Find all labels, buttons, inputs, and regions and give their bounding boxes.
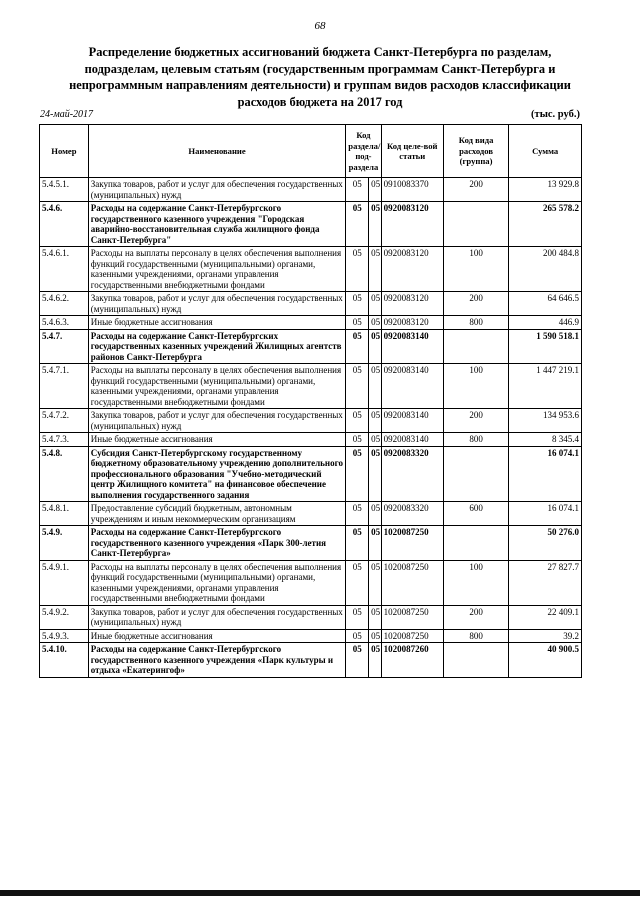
row-number: 5.4.7.2. (40, 409, 89, 433)
row-subsection: 05 (369, 560, 381, 605)
row-target-code: 0920083320 (381, 502, 443, 526)
row-name: Иные бюджетные ассигнования (88, 433, 346, 447)
row-section: 05 (346, 316, 369, 330)
row-section: 05 (346, 502, 369, 526)
table-row (40, 629, 582, 643)
row-number: 5.4.7. (40, 329, 89, 364)
row-section: 05 (346, 409, 369, 433)
row-section: 05 (346, 247, 369, 292)
row-expense-group: 100 (443, 560, 508, 605)
row-sum: 40 900.5 (509, 643, 582, 678)
table-body (40, 178, 582, 678)
row-subsection: 05 (369, 292, 381, 316)
row-name: Закупка товаров, работ и услуг для обеспечения государственных (муниципальных) нужд (88, 605, 346, 629)
header-expense-group: Код вида расходов (группа) (443, 125, 508, 178)
row-target-code: 1020087250 (381, 526, 443, 561)
table-header-row (40, 125, 582, 178)
table-row (40, 178, 582, 202)
row-expense-group: 200 (443, 409, 508, 433)
row-section: 05 (346, 560, 369, 605)
row-target-code: 0920083140 (381, 409, 443, 433)
row-subsection: 05 (369, 202, 381, 247)
row-number: 5.4.10. (40, 643, 89, 678)
row-target-code: 1020087260 (381, 643, 443, 678)
row-section: 05 (346, 364, 369, 409)
row-section: 05 (346, 629, 369, 643)
row-section: 05 (346, 202, 369, 247)
row-target-code: 0920083140 (381, 364, 443, 409)
row-sum: 8 345.4 (509, 433, 582, 447)
row-name: Субсидия Санкт-Петербургскому государственному бюджетному образовательному учреждению дополнительного профессионального образования "Учебно-методический центр Жилищного комитета" на финансовое обеспечение выполнения государственного задания (88, 446, 346, 502)
row-expense-group: 100 (443, 247, 508, 292)
row-subsection: 05 (369, 502, 381, 526)
table-row (40, 560, 582, 605)
row-name: Предоставление субсидий бюджетным, автономным учреждениям и иным некоммерческим организациям (88, 502, 346, 526)
row-section: 05 (346, 643, 369, 678)
row-sum: 22 409.1 (509, 605, 582, 629)
row-name: Расходы на выплаты персоналу в целях обеспечения выполнения функций государственными (муниципальными) органами, казенными учреждениями, органами управления государственными внебюджетными фондами (88, 560, 346, 605)
row-sum: 13 929.8 (509, 178, 582, 202)
row-sum: 1 447 219.1 (509, 364, 582, 409)
row-target-code: 0920083120 (381, 247, 443, 292)
row-name: Иные бюджетные ассигнования (88, 316, 346, 330)
row-name: Закупка товаров, работ и услуг для обеспечения государственных (муниципальных) нужд (88, 292, 346, 316)
row-expense-group (443, 202, 508, 247)
row-expense-group: 800 (443, 433, 508, 447)
header-section: Код раздела/ под-раздела (346, 125, 381, 178)
table-row (40, 364, 582, 409)
row-sum: 27 827.7 (509, 560, 582, 605)
row-subsection: 05 (369, 526, 381, 561)
row-expense-group: 200 (443, 605, 508, 629)
row-expense-group: 800 (443, 316, 508, 330)
row-expense-group: 200 (443, 178, 508, 202)
row-number: 5.4.7.3. (40, 433, 89, 447)
row-name: Расходы на содержание Санкт-Петербургского государственного казенного учреждения «Парк культуры и отдыха «Екатерингоф» (88, 643, 346, 678)
table-row (40, 433, 582, 447)
row-name: Иные бюджетные ассигнования (88, 629, 346, 643)
row-target-code: 1020087250 (381, 560, 443, 605)
table-row (40, 292, 582, 316)
row-expense-group: 800 (443, 629, 508, 643)
row-subsection: 05 (369, 178, 381, 202)
row-target-code: 1020087250 (381, 605, 443, 629)
row-number: 5.4.9.3. (40, 629, 89, 643)
scan-edge (0, 890, 640, 896)
row-number: 5.4.8. (40, 446, 89, 502)
row-sum: 134 953.6 (509, 409, 582, 433)
table-row (40, 643, 582, 678)
row-sum: 16 074.1 (509, 446, 582, 502)
row-target-code: 0920083120 (381, 202, 443, 247)
row-expense-group: 600 (443, 502, 508, 526)
row-sum: 16 074.1 (509, 502, 582, 526)
row-expense-group (443, 329, 508, 364)
row-target-code: 1020087250 (381, 629, 443, 643)
header-sum: Сумма (509, 125, 582, 178)
row-name: Расходы на выплаты персоналу в целях обеспечения выполнения функций государственными (муниципальными) органами, казенными учреждениями, органами управления государственными внебюджетными фондами (88, 364, 346, 409)
table-row (40, 202, 582, 247)
table-row (40, 409, 582, 433)
row-subsection: 05 (369, 409, 381, 433)
row-number: 5.4.6.2. (40, 292, 89, 316)
units-label: (тыс. руб.) (531, 109, 580, 120)
row-sum: 1 590 518.1 (509, 329, 582, 364)
row-name: Расходы на содержание Санкт-Петербургских государственных казенных учреждений Жилищных агентств районов Санкт-Петербурга (88, 329, 346, 364)
row-subsection: 05 (369, 316, 381, 330)
document-title: Распределение бюджетных ассигнований бюджета Санкт-Петербурга по разделам, подразделам, целевым статьям (государственным программам Санкт-Петербурга и непрограммным направлениям деятельности) и группам видов расходов классификации расходов бюджета на 2017 год (69, 45, 571, 109)
row-target-code: 0920083120 (381, 316, 443, 330)
row-sum: 446.9 (509, 316, 582, 330)
row-number: 5.4.7.1. (40, 364, 89, 409)
row-subsection: 05 (369, 629, 381, 643)
row-number: 5.4.6.3. (40, 316, 89, 330)
table-row (40, 247, 582, 292)
row-name: Расходы на содержание Санкт-Петербургского государственного казенного учреждения «Парк 300-летия Санкт-Петербурга» (88, 526, 346, 561)
row-name: Закупка товаров, работ и услуг для обеспечения государственных (муниципальных) нужд (88, 409, 346, 433)
row-sum: 39.2 (509, 629, 582, 643)
row-number: 5.4.8.1. (40, 502, 89, 526)
row-sum: 265 578.2 (509, 202, 582, 247)
row-sum: 64 646.5 (509, 292, 582, 316)
row-section: 05 (346, 178, 369, 202)
row-name: Расходы на содержание Санкт-Петербургского государственного казенного учреждения "Городская аварийно-восстановительная служба жилищного фонда Санкт-Петербурга" (88, 202, 346, 247)
row-target-code: 0920083120 (381, 292, 443, 316)
row-target-code: 0920083140 (381, 329, 443, 364)
page-number: 68 (314, 20, 326, 32)
row-section: 05 (346, 433, 369, 447)
row-expense-group: 100 (443, 364, 508, 409)
row-subsection: 05 (369, 446, 381, 502)
row-sum: 200 484.8 (509, 247, 582, 292)
row-number: 5.4.9. (40, 526, 89, 561)
row-section: 05 (346, 605, 369, 629)
row-target-code: 0920083140 (381, 433, 443, 447)
row-subsection: 05 (369, 364, 381, 409)
table-row (40, 316, 582, 330)
row-number: 5.4.6. (40, 202, 89, 247)
row-subsection: 05 (369, 643, 381, 678)
document-date: 24-май-2017 (40, 109, 94, 120)
row-name: Расходы на выплаты персоналу в целях обеспечения выполнения функций государственными (муниципальными) органами, казенными учреждениями, органами управления государственными внебюджетными фондами (88, 247, 346, 292)
row-subsection: 05 (369, 433, 381, 447)
row-expense-group (443, 526, 508, 561)
table-row (40, 446, 582, 502)
table-row (40, 526, 582, 561)
row-name: Закупка товаров, работ и услуг для обеспечения государственных (муниципальных) нужд (88, 178, 346, 202)
row-subsection: 05 (369, 247, 381, 292)
row-expense-group (443, 643, 508, 678)
row-target-code: 0920083320 (381, 446, 443, 502)
row-subsection: 05 (369, 329, 381, 364)
row-sum: 50 276.0 (509, 526, 582, 561)
row-section: 05 (346, 526, 369, 561)
row-number: 5.4.5.1. (40, 178, 89, 202)
header-number: Номер (40, 125, 89, 178)
row-number: 5.4.9.1. (40, 560, 89, 605)
row-expense-group: 200 (443, 292, 508, 316)
row-section: 05 (346, 329, 369, 364)
row-subsection: 05 (369, 605, 381, 629)
row-section: 05 (346, 446, 369, 502)
row-expense-group (443, 446, 508, 502)
table-row (40, 502, 582, 526)
row-target-code: 0910083370 (381, 178, 443, 202)
row-number: 5.4.9.2. (40, 605, 89, 629)
row-section: 05 (346, 292, 369, 316)
header-target: Код целе-вой статьи (381, 125, 443, 178)
row-number: 5.4.6.1. (40, 247, 89, 292)
table-row (40, 329, 582, 364)
header-name: Наименование (88, 125, 346, 178)
table-row (40, 605, 582, 629)
budget-table (39, 124, 582, 678)
